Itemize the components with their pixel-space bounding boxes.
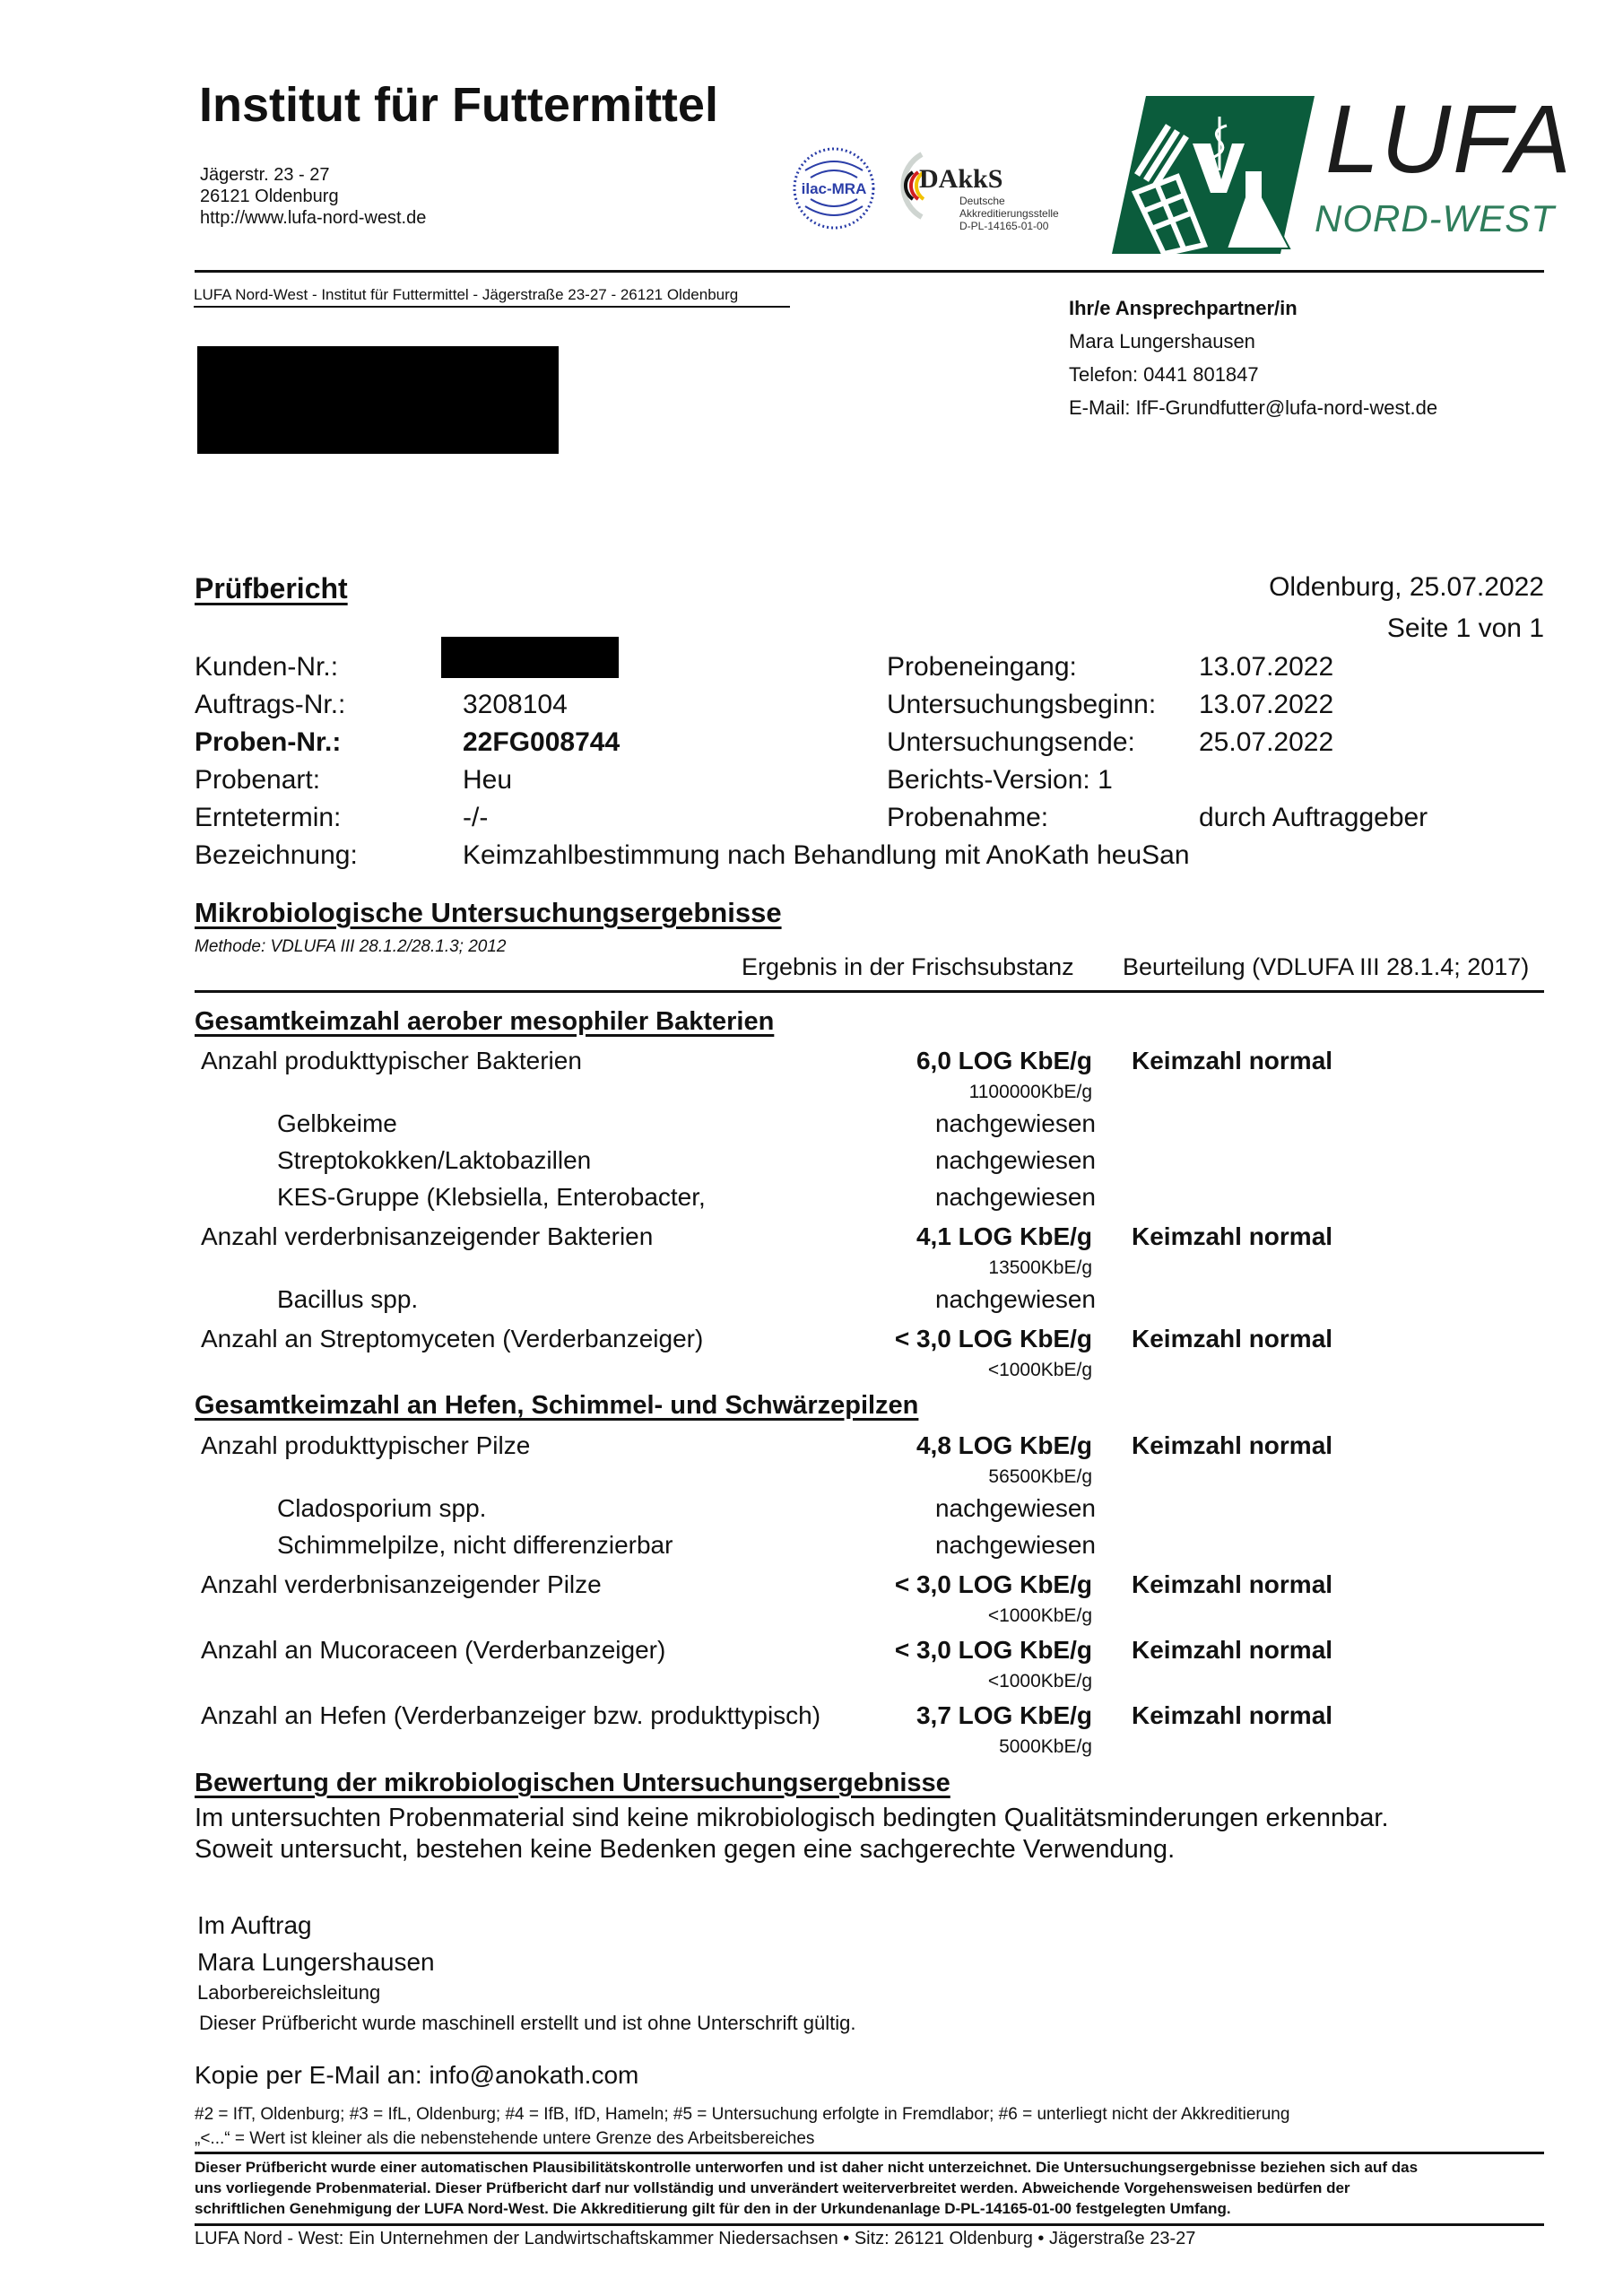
customer-number-label: Kunden-Nr.: (195, 652, 339, 682)
report-version: Berichts-Version: 1 (887, 765, 1113, 795)
email-copy-line: Kopie per E-Mail an: info@anokath.com (195, 2061, 639, 2089)
dakks-label: DAkkS (919, 164, 1003, 194)
redacted-recipient-address (197, 346, 559, 454)
lufa-wordmark: LUFA (1325, 84, 1574, 193)
address-city: 26121 Oldenburg (200, 187, 339, 206)
designation-label: Bezeichnung: (195, 840, 358, 870)
svg-text:ilac-MRA: ilac-MRA (801, 180, 867, 197)
result-label: Anzahl verderbnisanzeigender Pilze (201, 1570, 602, 1598)
result-assessment: Keimzahl normal (1132, 1222, 1333, 1250)
report-title-text: Prüfbericht (195, 572, 348, 604)
result-value: nachgewiesen (934, 1531, 1096, 1559)
section-title-bacteria (195, 1007, 774, 1037)
order-number-label: Auftrags-Nr.: (195, 690, 346, 719)
footer-company-line: LUFA Nord - West: Ein Unternehmen der Landwirtschaftskammer Niedersachsen • Sitz: 26121 Oldenburg • Jägerstraße 23-27 (195, 2229, 1196, 2248)
report-title (195, 572, 348, 605)
evaluation-line: Im untersuchten Probenmaterial sind keine mikrobiologisch bedingten Qualitätsminderungen erkennbar. (195, 1804, 1389, 1832)
analysis-end-value: 25.07.2022 (1199, 727, 1334, 757)
result-label: Anzahl produkttypischer Pilze (201, 1431, 531, 1459)
column-result-header: Ergebnis in der Frischsubstanz (742, 953, 1074, 980)
result-assessment: Keimzahl normal (1132, 1636, 1333, 1664)
result-label: Bacillus spp. (277, 1285, 419, 1313)
section-title-text: Gesamtkeimzahl aerober mesophiler Bakterien (195, 1007, 775, 1036)
result-label: Anzahl an Streptomyceten (Verderbanzeiger) (201, 1325, 704, 1352)
result-label: Anzahl an Hefen (Verderbanzeiger bzw. produkttypisch) (201, 1701, 821, 1729)
sample-receipt-label: Probeneingang: (887, 652, 1077, 682)
sampling-value: durch Auftraggeber (1199, 803, 1428, 832)
result-value: nachgewiesen (934, 1494, 1096, 1522)
harvest-date-label: Erntetermin: (195, 803, 342, 832)
sender-underline (194, 306, 790, 308)
results-title (195, 897, 782, 929)
result-subvalue: 56500KbE/g (988, 1466, 1092, 1487)
result-value: nachgewiesen (934, 1183, 1096, 1211)
result-label: Streptokokken/Laktobazillen (277, 1146, 592, 1174)
dakks-line: D-PL-14165-01-00 (959, 220, 1049, 232)
disclaimer-top-divider (195, 2152, 1544, 2154)
order-number-value: 3208104 (463, 690, 568, 719)
machine-generated-note: Dieser Prüfbericht wurde maschinell erstellt und ist ohne Unterschrift gültig. (199, 2012, 856, 2034)
sample-receipt-value: 13.07.2022 (1199, 652, 1334, 682)
result-value: nachgewiesen (934, 1109, 1096, 1137)
sender-line: LUFA Nord-West - Institut für Futtermittel - Jägerstraße 23-27 - 26121 Oldenburg (194, 286, 739, 303)
header-divider (195, 270, 1544, 273)
lufa-emblem-icon (1110, 94, 1316, 256)
result-value: 6,0 LOG KbE/g (916, 1047, 1092, 1074)
disclaimer-line: schriftlichen Genehmigung der LUFA Nord-West. Die Akkreditierung gilt für den in der Urkundenanlage D-PL-14165-01-00 festgelegten Umfang. (195, 2200, 1231, 2217)
disclaimer-line: uns vorliegende Probenmaterial. Dieser Prüfbericht darf nur vollständig und unverändert weiterverbreitet werden. Abweichende Vorgehensweisen bedürfen der (195, 2179, 1350, 2196)
result-label: KES-Gruppe (Klebsiella, Enterobacter, (277, 1183, 706, 1211)
accreditation-logos (789, 139, 1085, 247)
section-title-text: Gesamtkeimzahl an Hefen, Schimmel- und Schwärzepilzen (195, 1391, 919, 1420)
contact-name: Mara Lungershausen (1069, 330, 1255, 352)
sample-type-label: Probenart: (195, 765, 321, 795)
result-value: < 3,0 LOG KbE/g (894, 1636, 1092, 1664)
evaluation-title-text: Bewertung der mikrobiologischen Untersuchungsergebnisse (195, 1769, 950, 1797)
result-value: 4,8 LOG KbE/g (916, 1431, 1092, 1459)
result-label: Schimmelpilze, nicht differenzierbar (277, 1531, 673, 1559)
footnote-less-than: „<...“ = Wert ist kleiner als die nebenstehende untere Grenze des Arbeitsbereiches (195, 2129, 815, 2148)
nord-west-wordmark: NORD-WEST (1315, 197, 1555, 239)
result-value: nachgewiesen (934, 1146, 1096, 1174)
results-divider (195, 990, 1544, 993)
dakks-line: Akkreditierungsstelle (959, 207, 1059, 220)
footnote-codes: #2 = IfT, Oldenburg; #3 = IfL, Oldenburg; #4 = IfB, IfD, Hameln; #5 = Untersuchung erfolgte in Fremdlabor; #6 = unterliegt nicht der Akkreditierung (195, 2105, 1290, 2124)
result-assessment: Keimzahl normal (1132, 1701, 1333, 1729)
redacted-customer-number (441, 637, 619, 678)
institute-title: Institut für Futtermittel (199, 78, 718, 132)
signatory-role: Laborbereichsleitung (197, 1981, 381, 2004)
sample-number-label: Proben-Nr.: (195, 727, 342, 757)
result-subvalue: <1000KbE/g (987, 1360, 1092, 1380)
page-indicator: Seite 1 von 1 (1386, 613, 1544, 643)
dakks-text (959, 195, 1059, 232)
contact-heading: Ihr/e Ansprechpartner/in (1069, 297, 1298, 319)
results-title-text: Mikrobiologische Untersuchungsergebnisse (195, 897, 782, 928)
analysis-start-label: Untersuchungsbeginn: (887, 690, 1157, 719)
harvest-date-value: -/- (463, 803, 489, 832)
result-assessment: Keimzahl normal (1132, 1431, 1333, 1459)
result-value: < 3,0 LOG KbE/g (894, 1570, 1092, 1598)
result-label: Anzahl verderbnisanzeigender Bakterien (201, 1222, 654, 1250)
section-title-fungi (195, 1391, 918, 1421)
sampling-label: Probenahme: (887, 803, 1049, 832)
contact-email[interactable]: E-Mail: IfF-Grundfutter@lufa-nord-west.de (1069, 396, 1438, 419)
result-value: < 3,0 LOG KbE/g (894, 1325, 1092, 1352)
ilac-mra-icon (789, 144, 888, 242)
result-value: nachgewiesen (934, 1285, 1096, 1313)
address-website[interactable]: http://www.lufa-nord-west.de (200, 208, 427, 228)
evaluation-line: Soweit untersucht, bestehen keine Bedenken gegen eine sachgerechte Verwendung. (195, 1835, 1176, 1864)
evaluation-title (195, 1769, 950, 1798)
result-value: 3,7 LOG KbE/g (916, 1701, 1092, 1729)
result-label: Anzahl produkttypischer Bakterien (201, 1047, 582, 1074)
result-label: Gelbkeime (277, 1109, 397, 1137)
result-subvalue: 13500KbE/g (988, 1257, 1092, 1278)
result-subvalue: 5000KbE/g (999, 1736, 1092, 1757)
column-assessment-header: Beurteilung (VDLUFA III 28.1.4; 2017) (1123, 953, 1530, 980)
result-subvalue: <1000KbE/g (987, 1671, 1092, 1692)
sample-number-value: 22FG008744 (463, 727, 621, 757)
result-value: 4,1 LOG KbE/g (916, 1222, 1092, 1250)
analysis-end-label: Untersuchungsende: (887, 727, 1135, 757)
result-assessment: Keimzahl normal (1132, 1570, 1333, 1598)
signatory-name: Mara Lungershausen (197, 1948, 435, 1976)
designation-value: Keimzahlbestimmung nach Behandlung mit AnoKath heuSan (463, 840, 1190, 870)
result-assessment: Keimzahl normal (1132, 1047, 1333, 1074)
disclaimer-bottom-divider (195, 2223, 1544, 2226)
lufa-logo (1110, 84, 1576, 260)
method-note: Methode: VDLUFA III 28.1.2/28.1.3; 2012 (195, 937, 507, 956)
disclaimer-line: Dieser Prüfbericht wurde einer automatischen Plausibilitätskontrolle unterworfen und ist daher nicht unterzeichnet. Die Untersuchungsergebnisse beziehen sich auf das (195, 2159, 1419, 2176)
result-label: Cladosporium spp. (277, 1494, 487, 1522)
contact-phone: Telefon: 0441 801847 (1069, 363, 1259, 386)
address-street: Jägerstr. 23 - 27 (200, 165, 330, 185)
result-subvalue: 1100000KbE/g (968, 1082, 1092, 1102)
dakks-line: Deutsche (959, 195, 1005, 207)
result-subvalue: <1000KbE/g (987, 1605, 1092, 1626)
place-date: Oldenburg, 25.07.2022 (1269, 572, 1544, 602)
analysis-start-value: 13.07.2022 (1199, 690, 1334, 719)
result-label: Anzahl an Mucoraceen (Verderbanzeiger) (201, 1636, 666, 1664)
on-behalf-label: Im Auftrag (197, 1911, 312, 1939)
sample-type-value: Heu (463, 765, 513, 795)
result-assessment: Keimzahl normal (1132, 1325, 1333, 1352)
